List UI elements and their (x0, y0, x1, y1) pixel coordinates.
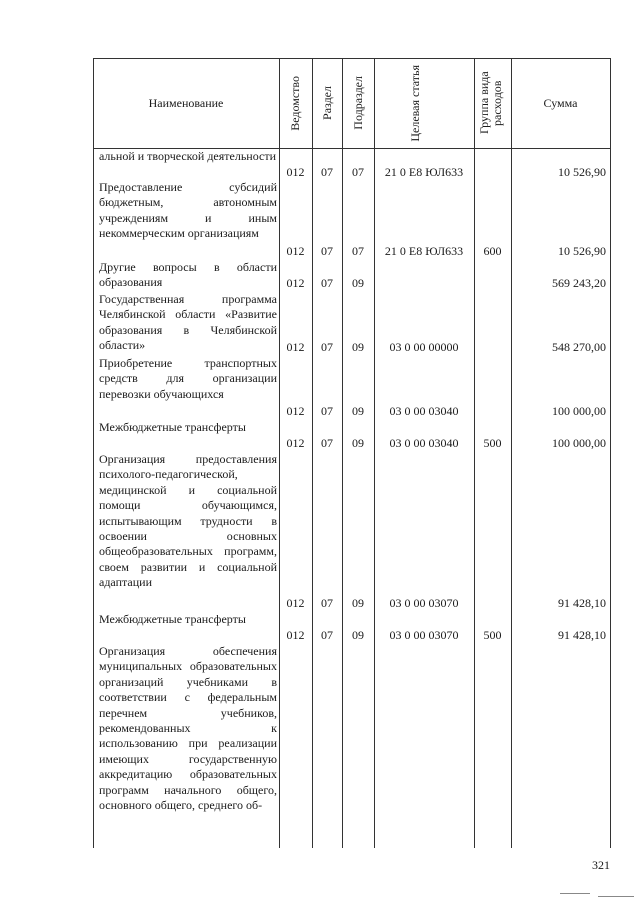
row-raz: 07 (321, 404, 333, 418)
header-tselevaya-statya-label: Целевая статья (408, 64, 422, 142)
row-pod: 09 (352, 596, 364, 610)
budget-table (93, 58, 611, 848)
row-tsel: 21 0 Е8 ЮЛ633 (384, 165, 464, 179)
header-name: Наименование (148, 95, 224, 110)
header-razdel-label: Раздел (319, 86, 334, 120)
row-name: Межбюджетные трансферты (99, 612, 246, 626)
row-raz: 07 (321, 436, 333, 450)
row-tsel: 03 0 00 03070 (389, 596, 459, 610)
row-raz: 07 (321, 244, 333, 258)
header-gruppa (474, 58, 511, 148)
row-pod: 07 (352, 244, 364, 258)
header-podrazdel (342, 58, 374, 148)
row-pod: 07 (352, 165, 364, 179)
row-sum: 10 526,90 (558, 244, 606, 258)
row-sum: 100 000,00 (552, 404, 606, 418)
row-sum: 569 243,20 (552, 276, 606, 290)
row-name: Организация обеспечения муниципальных образовательных организаций учебниками в соответствии с федеральным перечнем учебников, рекомендованных к использованию при реализации имеющих государственную аккредитацию образовательных программ начального общего, основного общего, среднего об- (99, 644, 277, 813)
row-sum: 91 428,10 (558, 596, 606, 610)
col-border (610, 58, 611, 848)
row-raz: 07 (321, 628, 333, 642)
header-gruppa-label: Группа вида расходов (476, 71, 504, 135)
header-vedomstvo (279, 58, 312, 148)
row-ved: 012 (286, 436, 305, 450)
row-pod: 09 (352, 436, 364, 450)
row-pod: 09 (352, 404, 364, 418)
row-ved: 012 (286, 628, 305, 642)
row-name: Другие вопросы в области образования (99, 260, 277, 290)
row-name: Государственная программа Челябинской области «Развитие образования в Челябинской области» (99, 292, 277, 353)
row-raz: 07 (321, 596, 333, 610)
row-pod: 09 (352, 276, 364, 290)
row-sum: 548 270,00 (552, 340, 606, 354)
row-ved: 012 (286, 276, 305, 290)
row-name: альной и творческой деятельности (99, 149, 277, 163)
scan-artifact (560, 893, 590, 894)
row-tsel: 21 0 Е8 ЮЛ633 (384, 244, 464, 258)
row-name: Приобретение транспортных средств для организации перевозки обучающихся (99, 356, 277, 401)
row-ved: 012 (286, 596, 305, 610)
col-border (474, 58, 475, 848)
row-ved: 012 (286, 404, 305, 418)
row-ved: 012 (286, 340, 305, 354)
row-ved: 012 (286, 165, 305, 179)
row-pod: 09 (352, 340, 364, 354)
row-pod: 09 (352, 628, 364, 642)
header-summa: Сумма (543, 95, 578, 110)
row-name: Организация предоставления психолого-педагогической, медицинской и социальной помощи обучающимся, испытывающим трудности в освоении основных общеобразовательных программ, своем развитии и социальной адаптации (99, 452, 277, 590)
row-tsel: 03 0 00 03040 (389, 436, 459, 450)
header-vedomstvo-label: Ведомство (288, 75, 302, 131)
row-grp: 500 (483, 628, 502, 642)
row-name: Межбюджетные трансферты (99, 420, 246, 434)
row-sum: 100 000,00 (552, 436, 606, 450)
scan-artifact (598, 896, 634, 897)
col-border (93, 58, 94, 848)
row-name: Предоставление субсидий бюджетным, автономным учреждениям и иным некоммерческим организациям (99, 180, 277, 241)
row-ved: 012 (286, 244, 305, 258)
row-grp: 600 (483, 244, 502, 258)
row-raz: 07 (321, 276, 333, 290)
row-sum: 10 526,90 (558, 165, 606, 179)
page-number: 321 (592, 858, 610, 872)
row-tsel: 03 0 00 03040 (389, 404, 459, 418)
row-raz: 07 (321, 165, 333, 179)
row-sum: 91 428,10 (558, 628, 606, 642)
header-tselevaya-statya (374, 58, 474, 148)
row-tsel: 03 0 00 03070 (389, 628, 459, 642)
header-podrazdel-label: Подраздел (350, 76, 365, 130)
row-grp: 500 (483, 436, 502, 450)
row-tsel: 03 0 00 00000 (389, 340, 459, 354)
row-raz: 07 (321, 340, 333, 354)
header-razdel (312, 58, 342, 148)
